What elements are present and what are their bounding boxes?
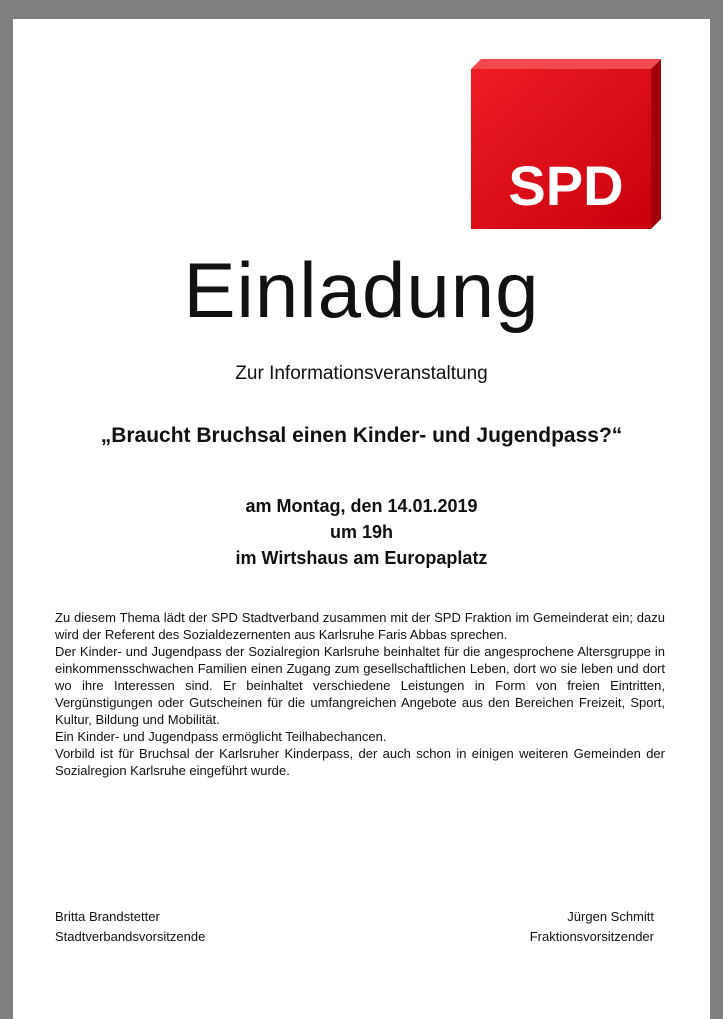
- body-paragraph: Zu diesem Thema lädt der SPD Stadtverband zusammen mit der SPD Fraktion im Gemeinderat ein; dazu wird der Referent des Sozialdezernenten aus Karlsruhe Faris Abbas sprechen.: [55, 610, 665, 642]
- body-paragraph: Der Kinder- und Jugendpass der Sozialregion Karlsruhe beinhaltet für die angesprochene Altersgruppe in einkommensschwachen Familien einen Zugang zum gesellschaftlichen Leben, dort wo sie leben und dort wo ihre Interessen sind. Er beinhaltet verschiedene Leistungen in Form von freien Eintritten, Vergünstigungen oder Gutscheinen für die umfangreichen Angebote aus den Bereichen Freizeit, Sport, Kultur, Bildung und Mobilität.: [55, 644, 665, 727]
- event-details: [13, 493, 710, 571]
- spd-logo: [471, 59, 661, 229]
- body-paragraph: Ein Kinder- und Jugendpass ermöglicht Teilhabechancen.: [55, 729, 387, 744]
- signature-name: Jürgen Schmitt: [567, 909, 654, 924]
- page-title: Einladung: [183, 246, 540, 334]
- subtitle: Zur Informationsveranstaltung: [235, 363, 488, 384]
- body-paragraph: Vorbild ist für Bruchsal der Karlsruher Kinderpass, der auch schon in einigen weiteren Gemeinden der Sozialregion Karlsruhe eingeführt wurde.: [55, 746, 665, 778]
- event-time: um 19h: [329, 522, 394, 542]
- event-question: „Braucht Bruchsal einen Kinder- und Jugendpass?“: [100, 424, 623, 447]
- document-page: [13, 19, 710, 1019]
- signature-right: [530, 907, 654, 947]
- body-text: [55, 609, 665, 779]
- logo-text: SPD: [508, 154, 624, 217]
- event-date: am Montag, den 14.01.2019: [245, 496, 478, 516]
- signature-role: Fraktionsvorsitzender: [529, 929, 654, 944]
- event-place: im Wirtshaus am Europaplatz: [235, 548, 488, 568]
- signature-name: Britta Brandstetter: [55, 909, 160, 924]
- signature-left: [55, 907, 205, 947]
- signature-role: Stadtverbandsvorsitzende: [55, 929, 206, 944]
